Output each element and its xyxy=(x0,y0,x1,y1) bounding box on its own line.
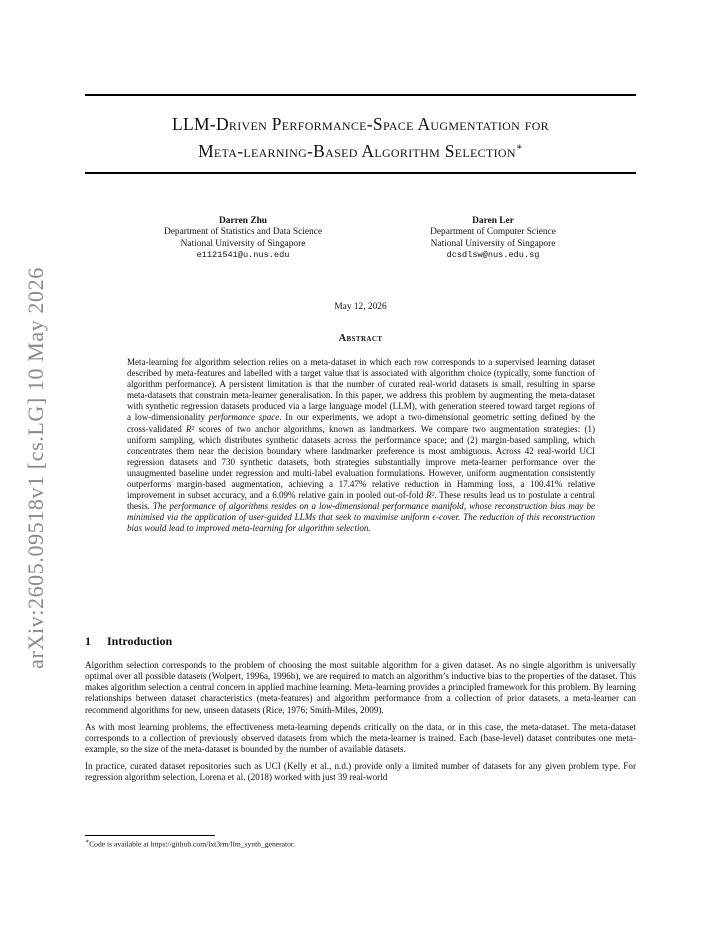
arxiv-sidebar-identifier xyxy=(8,258,64,678)
author-1 xyxy=(139,216,347,262)
abstract-emphasis-1: performance space xyxy=(208,412,280,423)
author-2-email: dcsdlsw@nus.edu.sg xyxy=(446,250,540,261)
abstract-text-1: Meta-learning for algorithm selection relies on a meta-dataset in which each row corresponds to a supervised learning dataset described by meta-features and labelled with a target value that is associated with algorithm choice (typically, some function of algorithm performance). A persistent limitation is that the number of curated real-world datasets is small, resulting in sparse meta-datasets that constrain meta-learner generalisation. In this paper, we address this problem by augmenting the meta-dataset with synthetic regression datasets produced via a large language model (LLM), with generation steered toward target regions of a low-dimensionality xyxy=(127,357,595,423)
paper-title xyxy=(85,113,636,163)
abstract-r2-symbol-2: R² xyxy=(426,490,435,501)
title-bottom-rule xyxy=(85,172,636,174)
title-line-2 xyxy=(85,136,636,163)
footnote-text: Code is available at https://github.com/lxt3rm/llm_synth_generator. xyxy=(89,839,295,849)
title-top-rule xyxy=(85,94,636,96)
section-number: 1 xyxy=(85,634,91,648)
title-line-1: LLM-Driven Performance-Space Augmentation for xyxy=(172,114,549,134)
title-line-2-text: Meta-learning-Based Algorithm Selection xyxy=(198,140,516,161)
title-footnote-mark: ∗ xyxy=(515,142,523,153)
abstract-text-4: . These results lead us to postulate a central thesis. xyxy=(127,490,595,512)
abstract-body xyxy=(127,357,595,535)
footnote xyxy=(85,838,636,849)
abstract-r2-symbol: R² xyxy=(186,423,195,434)
abstract-text-3: scores of two anchor algorithms, known as landmarkers. We compare two augmentation strategies: (1) uniform sampling, which distributes synthetic datasets across the performance space; and (2) margin-based sampling, which concentrates them near the decision boundary where landmarker preference is most ambiguous. Across 42 real-world UCI regression datasets and 730 synthetic datasets, both strategies substantially improve meta-learner performance over the unaugmented baseline under regression and multi-label evaluation formulations. However, uniform augmentation consistently outperforms margin-based augmentation, achieving a 17.47% relative reduction in Hamming loss, a 100.41% relative improvement in subset accuracy, and a 6.09% relative gain in pooled out-of-fold xyxy=(127,423,595,501)
author-1-institution: National University of Singapore xyxy=(180,238,306,249)
section-title: Introduction xyxy=(107,634,173,648)
abstract-heading: Abstract xyxy=(338,333,383,344)
footnote-rule xyxy=(85,835,215,836)
paper-date: May 12, 2026 xyxy=(334,302,387,312)
author-block xyxy=(85,216,636,272)
author-2-institution: National University of Singapore xyxy=(430,238,556,249)
intro-paragraph-1: Algorithm selection corresponds to the problem of choosing the most suitable algorithm for a given dataset. As no single algorithm is universally optimal over all possible datasets (Wolpert, 1996a, 1996b), we are required to match an algorithm’s inductive bias to the properties of the dataset. This makes algorithm selection a central concern in applied machine learning. Meta-learning provides a principled framework for this problem. By learning relationships between dataset characteristics (meta-features) and algorithm performance from a collection of prior datasets, a meta-learner can recommend algorithms for new, unseen datasets (Rice, 1976; Smith-Miles, 2009). xyxy=(85,660,636,715)
intro-paragraph-2: As with most learning problems, the effectiveness meta-learning depends critically on the data, or in this case, the meta-dataset. The meta-dataset corresponds to a collection of previously observed datasets from which the meta-learner is trained. Each (base-level) dataset contributes one meta-example, so the size of the meta-dataset is bounded by the number of available datasets. xyxy=(85,721,636,755)
arxiv-id-text: arXiv:2605.09518v1 [cs.LG] 10 May 2026 xyxy=(23,267,49,669)
author-2-department: Department of Computer Science xyxy=(430,227,556,238)
abstract-thesis: The performance of algorithms resides on a low-dimensional performance manifold, whose reconstruction bias may be minimised via the application of user-guided LLMs that seek to maximise uniform ϵ-cover. The reduction of this reconstruction bias would lead to improved meta-learning for algorithm selection. xyxy=(127,501,595,534)
introduction-body xyxy=(85,660,636,790)
author-1-email: e1121541@u.nus.edu xyxy=(196,250,290,261)
author-2-name: Daren Ler xyxy=(472,216,514,226)
footnote-mark: ∗ xyxy=(85,839,90,845)
abstract-text-2: . In our experiments, we adopt a two-dimensional geometric setting defined by the cross-validated xyxy=(127,412,596,434)
intro-paragraph-3: In practice, curated dataset repositories such as UCI (Kelly et al., n.d.) provide only a limited number of datasets for any given problem type. For regression algorithm selection, Lorena et al. (2018) worked with just 39 real-world xyxy=(85,761,636,783)
author-1-name: Darren Zhu xyxy=(218,216,267,226)
author-2 xyxy=(397,216,589,262)
author-1-department: Department of Statistics and Data Science xyxy=(163,227,323,238)
section-heading xyxy=(85,634,172,649)
